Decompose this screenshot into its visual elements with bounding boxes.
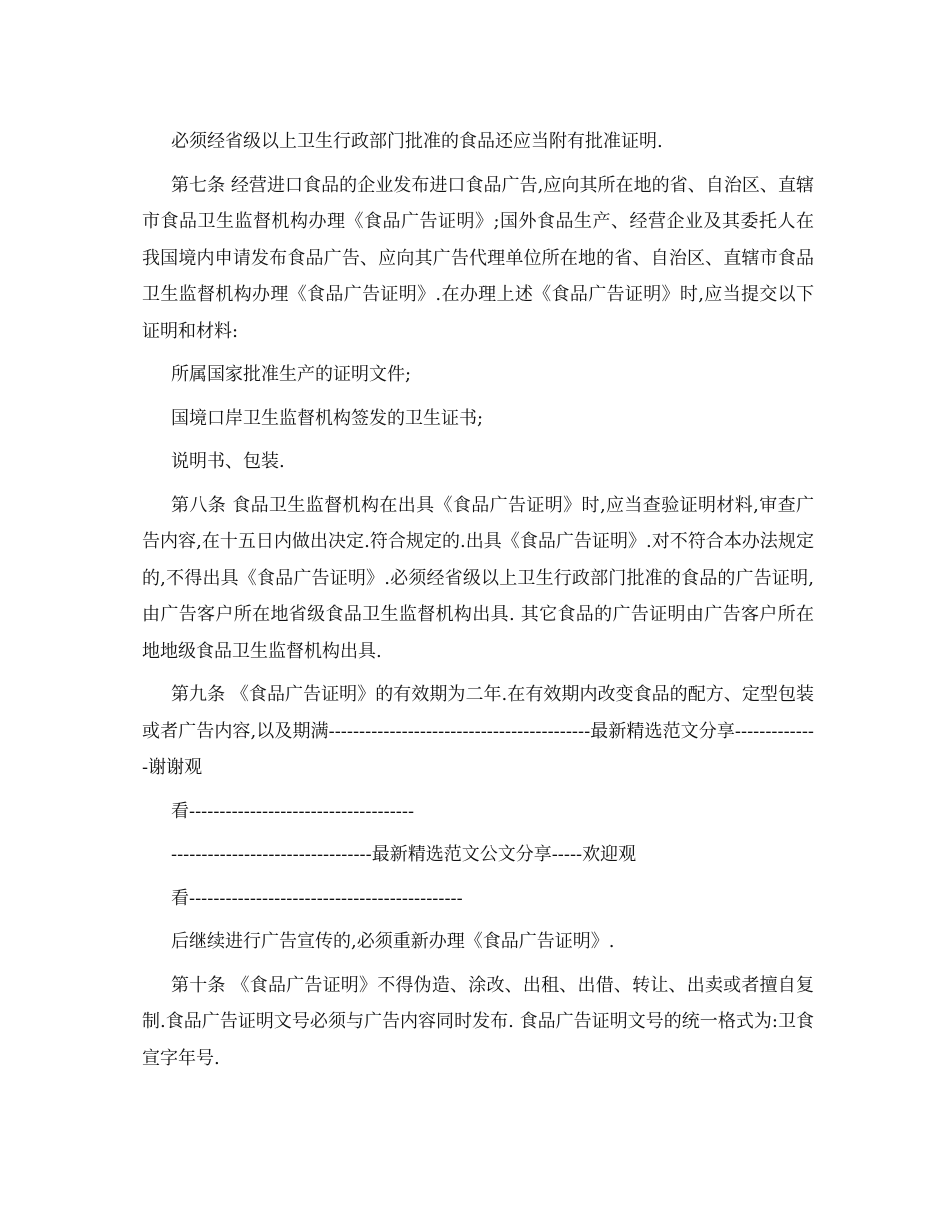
paragraph-article-9: 第九条 《食品广告证明》的有效期为二年.在有效期内改变食品的配方、定型包装或者广告内容,以及期满-------------------------------------------最新精选范文分享--------------谢谢观 (142, 684, 814, 778)
paragraph-article-7: 第七条 经营进口食品的企业发布进口食品广告,应向其所在地的省、自治区、直辖市食品卫生监督机构办理《食品广告证明》;国外食品生产、经营企业及其委托人在我国境内申请发布食品广告、应向其广告代理单位所在地的省、自治区、直辖市食品卫生监督机构办理《食品广告证明》.在办理上述《食品广告证明》时,应当提交以下证明和材料: (142, 174, 814, 342)
page-break-line-2: ---------------------------------最新精选范文公文分享-----欢迎观 (171, 844, 637, 865)
paragraph-item-production-certificate: 所属国家批准生产的证明文件; (171, 364, 412, 385)
paragraph-approval-note: 必须经省级以上卫生行政部门批准的食品还应当附有批准证明. (171, 131, 663, 152)
paragraph-item-manual-packaging: 说明书、包装. (171, 451, 285, 472)
paragraph-item-health-certificate: 国境口岸卫生监督机构签发的卫生证书; (171, 407, 484, 429)
paragraph-article-8: 第八条 食品卫生监督机构在出具《食品广告证明》时,应当查验证明材料,审查广告内容,在十五日内做出决定.符合规定的.出具《食品广告证明》.对不符合本办法规定的,不得出具《食品广告证明》.必须经省级以上卫生行政部门批准的食品的广告证明,由广告客户所在地省级食品卫生监督机构出具. 其它食品的广告证明由广告客户所在地地级食品卫生监督机构出具. (142, 494, 814, 662)
page-break-line-3: 看--------------------------------------------- (171, 887, 463, 909)
paragraph-renewal: 后继续进行广告宣传的,必须重新办理《食品广告证明》. (171, 931, 615, 952)
paragraph-article-10: 第十条 《食品广告证明》不得伪造、涂改、出租、出借、转让、出卖或者擅自复制.食品广告证明文号必须与广告内容同时发布. 食品广告证明文号的统一格式为:卫食宣字年号. (142, 974, 814, 1069)
page-break-line-1: 看------------------------------------- (171, 800, 415, 822)
document-body (142, 124, 814, 1077)
